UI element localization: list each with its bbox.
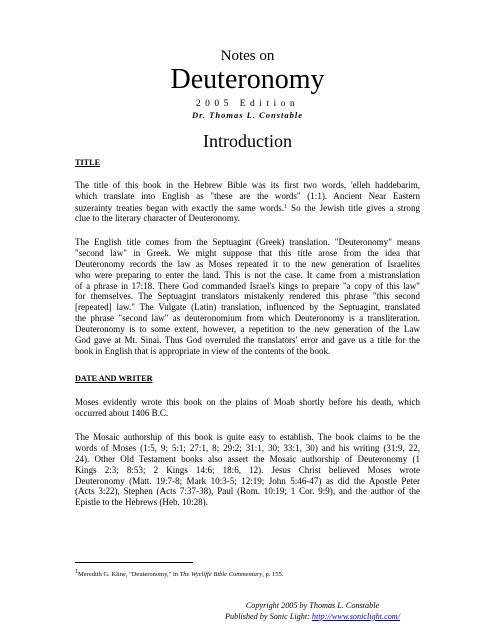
- line-text: clue to the literary character of Deuteronomy.: [75, 212, 240, 223]
- line-text: The title of this book in the Hebrew Bible was its first two words, 'elleh haddebarim,: [75, 180, 420, 190]
- para-line: [75, 432, 420, 443]
- line-text: who were preparing to enter the land. This is not the case. It came from a mistranslation: [75, 269, 420, 280]
- para-line: [75, 454, 420, 465]
- paragraph-date-2: [75, 432, 420, 508]
- line-text: Moses evidently wrote this book on the plains of Moab shortly before his death, which: [75, 397, 420, 407]
- section-title: Introduction: [203, 131, 292, 151]
- line-text: suzerainty treaties began with exactly the same words.: [75, 202, 285, 213]
- para-line: [75, 259, 420, 270]
- para-line: [75, 408, 420, 419]
- para-line: [75, 237, 420, 248]
- paragraph-date-1: [75, 397, 420, 419]
- line-text: which translate into English as "these are the words" (1:1). Ancient Near Eastern: [75, 190, 420, 201]
- para-line: [75, 335, 420, 346]
- footnote: [75, 568, 283, 579]
- line-text: Deuteronomy is to some extent, however, a repetition to the new generation of the Law: [75, 324, 420, 335]
- line-text: book in English that is appropriate in view of the contents of the book.: [75, 345, 331, 356]
- para-line: [75, 443, 420, 454]
- para-line: [75, 191, 420, 202]
- pre-title: Notes on: [220, 48, 275, 64]
- para-line: [75, 213, 420, 224]
- line-text: for themselves. The Septuagint translators mistakenly rendered this phrase "this second: [75, 291, 420, 302]
- footnote-text-end: , p. 155.: [262, 571, 284, 578]
- line-text: Deuteronomy records the law as Moses repeated it to the new generation of Israelites: [75, 258, 420, 269]
- footnote-marker: 1: [75, 569, 78, 575]
- para-line: [75, 281, 420, 292]
- para-line: [75, 346, 420, 357]
- para-line: [75, 497, 420, 508]
- line-text: The Mosaic authorship of this book is quite easy to establish. The book claims to be the: [75, 432, 420, 442]
- line-text: 24). Other Old Testament books also assert the Mosaic authorship of Deuteronomy (1: [75, 453, 420, 464]
- para-line: [75, 324, 420, 335]
- publisher-line: [0, 611, 495, 622]
- line-text: occurred about 1406 B.C.: [75, 407, 169, 418]
- para-line: [75, 313, 420, 324]
- footnote-divider: [75, 562, 193, 563]
- footnote-text: Meredith G. Kline, "Deuteronomy," in: [78, 571, 180, 578]
- para-line: [75, 248, 420, 259]
- para-line: [75, 397, 420, 408]
- line-text: words of Moses (1:5, 9; 5:1; 27:1, 8; 29:2; 31:1, 30; 33:1, 30) and his writing (31:9, 22,: [75, 442, 420, 453]
- line-text: (Acts 3:22), Stephen (Acts 7:37-38), Paul (Rom. 10:19; 1 Cor. 9:9), and the author of the: [75, 486, 420, 497]
- line-text: of a phrase in 17:18. There God commanded Israel's kings to prepare "a copy of this law": [75, 280, 420, 291]
- line-text: "second law" in Greek. We might suppose that this title arose from the idea that: [75, 247, 420, 258]
- footnote-work-title: The Wycliffe Bible Commentary: [179, 571, 263, 578]
- line-text: Kings 2:3; 8:53; 2 Kings 14:6; 18:6, 12). Jesus Christ believed Moses wrote: [75, 464, 420, 475]
- para-line: [75, 465, 420, 476]
- edition-line: 2005 Edition: [195, 99, 300, 109]
- book-title: Deuteronomy: [170, 64, 325, 95]
- para-line: [75, 486, 420, 497]
- publisher-label: Published by Sonic Light:: [225, 612, 312, 621]
- paragraph-title-2: [75, 237, 420, 357]
- para-line: [75, 291, 420, 302]
- para-line: [75, 476, 420, 487]
- author-line: Dr. Thomas L. Constable: [191, 110, 304, 120]
- line-text: Deuteronomy (Matt. 19:7-8; Mark 10:3-5; 12:19; John 5:46-47) as did the Apostle Peter: [75, 475, 420, 486]
- para-line: [75, 270, 420, 281]
- line-text: The English title comes from the Septuagint (Greek) translation. "Deuteronomy" means: [75, 237, 420, 247]
- paragraph-title-1: [75, 180, 420, 224]
- footnote-ref[interactable]: 1: [284, 203, 288, 210]
- heading-date-writer: DATE AND WRITER: [75, 374, 153, 383]
- para-line: [75, 180, 420, 191]
- para-line: [75, 202, 420, 213]
- para-line: [75, 302, 420, 313]
- publisher-link[interactable]: http://www.soniclight.com/: [311, 612, 400, 621]
- line-text: So the Jewish title gives a strong: [287, 202, 420, 213]
- copyright-line: Copyright 2005 by Thomas L. Constable: [245, 601, 380, 610]
- line-text: the phrase "second law" as deuteronomium from which Deuteronomy is a transliteration.: [75, 313, 420, 324]
- heading-title: TITLE: [75, 158, 101, 167]
- line-text: [repeated] law." The Vulgate (Latin) translation, influenced by the Septuagint, translated: [75, 302, 420, 313]
- line-text: God gave at Mt. Sinai. Thus God overruled the translators' error and gave us a title for the: [75, 335, 420, 346]
- line-text: Epistle to the Hebrews (Heb. 10:28).: [75, 497, 208, 508]
